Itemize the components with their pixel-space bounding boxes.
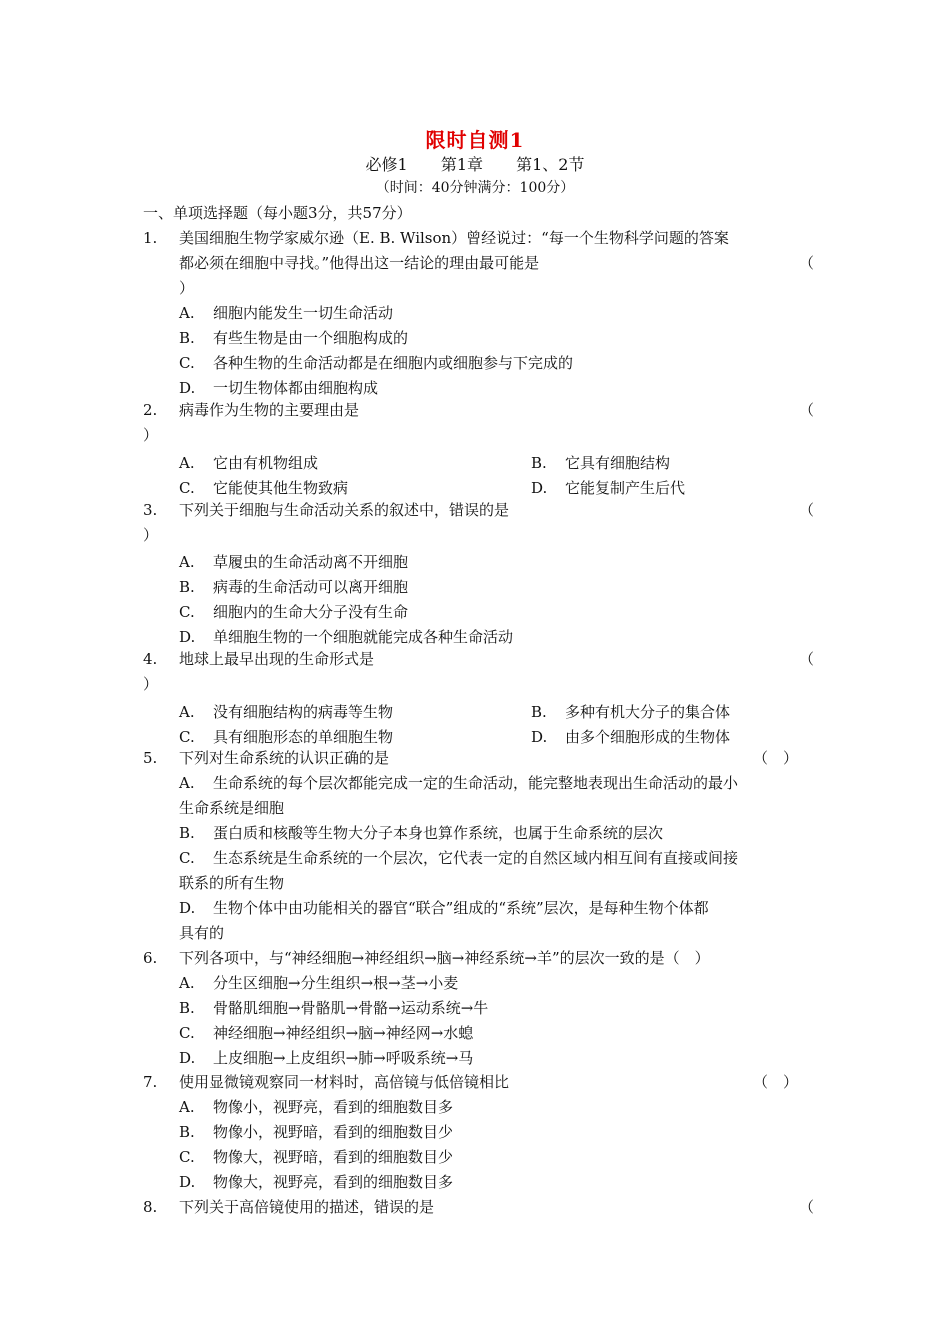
option-a[interactable]: A. 分生区细胞→分生组织→根→茎→小麦 <box>179 974 459 992</box>
option-b[interactable]: B. 多种有机大分子的集合体 <box>531 703 731 721</box>
question-number: 2. <box>143 401 158 419</box>
subtitle-section: 第1、2节 <box>516 155 585 174</box>
option-d[interactable]: D. 单细胞生物的一个细胞就能完成各种生命活动 <box>179 628 514 646</box>
option-d[interactable]: D. 生物个体中由功能相关的器官“联合”组成的“系统”层次，是每种生物个体都 具有的 <box>179 899 709 942</box>
question-stem <box>143 1195 814 1220</box>
stem-text: 下列对生命系统的认识正确的是 <box>179 749 390 767</box>
option-a[interactable]: A. 没有细胞结构的病毒等生物 <box>179 703 394 721</box>
option-c[interactable]: C. 它能使其他生物致病 <box>179 479 349 497</box>
option-c[interactable]: C. 细胞内的生命大分子没有生命 <box>179 603 409 621</box>
question-8 <box>143 1195 814 1220</box>
option-b[interactable]: B. 骨骼肌细胞→骨骼肌→骨骼→运动系统→牛 <box>179 999 489 1017</box>
question-stem <box>143 1070 808 1095</box>
question-2 <box>143 398 814 501</box>
answer-paren-close: ） <box>143 675 159 693</box>
option-b[interactable]: B. 病毒的生命活动可以离开细胞 <box>179 578 409 596</box>
answer-paren: （ ） <box>752 749 798 767</box>
question-number: 3. <box>143 501 158 519</box>
question-7 <box>143 1070 808 1195</box>
options-list <box>179 700 808 750</box>
option-d[interactable]: D. 一切生物体都由细胞构成 <box>179 379 379 397</box>
question-number: 8. <box>143 1198 158 1216</box>
question-stem <box>143 746 808 771</box>
options-list <box>179 971 808 1071</box>
option-c[interactable]: C. 物像大，视野暗，看到的细胞数目少 <box>179 1148 454 1166</box>
stem-text: 都必须在细胞中寻找。”他得出这一结论的理由最可能是 <box>179 254 540 272</box>
option-a[interactable]: A. 细胞内能发生一切生命活动 <box>179 304 394 322</box>
option-a[interactable]: A. 它由有机物组成 <box>179 454 319 472</box>
option-d[interactable]: D. 它能复制产生后代 <box>531 479 686 497</box>
question-number: 4. <box>143 650 158 668</box>
option-b[interactable]: B. 蛋白质和核酸等生物大分子本身也算作系统，也属于生命系统的层次 <box>179 824 664 842</box>
time-score-info: （时间：40分钟满分：100分） <box>375 180 575 196</box>
question-stem <box>143 398 814 448</box>
options-list <box>179 550 808 650</box>
stem-line: 美国细胞生物学家威尔逊（E. B. Wilson）曾经说过：“每一个生物科学问题的答案 <box>179 229 729 247</box>
question-stem <box>179 226 814 301</box>
answer-paren-open: （ <box>798 501 814 519</box>
answer-paren-close: ） <box>143 526 159 544</box>
question-4 <box>143 647 814 750</box>
option-a[interactable]: A. 生命系统的每个层次都能完成一定的生命活动，能完整地表现出生命活动的最小 生命系统是细胞 <box>179 774 739 817</box>
question-stem: 下列各项中，与“神经细胞→神经组织→脑→神经系统→羊”的层次一致的是（ ） <box>179 949 710 967</box>
page-subtitle <box>0 152 950 175</box>
question-5 <box>143 746 808 946</box>
option-a[interactable]: A. 草履虫的生命活动离不开细胞 <box>179 553 409 571</box>
option-c[interactable]: C. 神经细胞→神经组织→脑→神经网→水螅 <box>179 1024 474 1042</box>
question-number: 6. <box>143 949 158 967</box>
answer-paren-open: （ <box>798 401 814 419</box>
option-b[interactable]: B. 有些生物是由一个细胞构成的 <box>179 329 409 347</box>
subtitle-chapter: 第1章 <box>440 155 483 174</box>
stem-text: 使用显微镜观察同一材料时，高倍镜与低倍镜相比 <box>179 1073 510 1091</box>
question-number: 7. <box>143 1073 158 1091</box>
option-b[interactable]: B. 它具有细胞结构 <box>531 454 671 472</box>
question-stem <box>143 498 814 548</box>
page-title: 限时自测1 <box>425 128 525 152</box>
answer-paren-open: （ <box>798 254 814 272</box>
section-heading: 一、单项选择题（每小题3分，共57分） <box>143 204 412 222</box>
option-d[interactable]: D. 上皮细胞→上皮组织→肺→呼吸系统→马 <box>179 1049 474 1067</box>
option-a[interactable]: A. 物像小，视野亮，看到的细胞数目多 <box>179 1098 454 1116</box>
answer-paren-close: ） <box>179 279 195 297</box>
option-c[interactable]: C. 各种生物的生命活动都是在细胞内或细胞参与下完成的 <box>179 354 574 372</box>
stem-text: 病毒作为生物的主要理由是 <box>179 401 360 419</box>
option-d[interactable]: D. 物像大，视野亮，看到的细胞数目多 <box>179 1173 454 1191</box>
option-c[interactable]: C. 生态系统是生命系统的一个层次，它代表一定的自然区域内相互间有直接或间接 联系的所有生物 <box>179 849 739 892</box>
answer-paren-open: （ <box>798 650 814 668</box>
question-number: 5. <box>143 749 158 767</box>
stem-line <box>179 251 814 276</box>
options-list <box>179 451 808 501</box>
answer-paren-close: ） <box>143 426 159 444</box>
answer-paren: （ ） <box>752 1073 798 1091</box>
question-6 <box>143 946 808 1071</box>
question-number: 1. <box>143 229 158 247</box>
stem-text: 下列关于细胞与生命活动关系的叙述中，错误的是 <box>179 501 510 519</box>
question-stem <box>143 647 814 697</box>
question-3 <box>143 498 814 650</box>
option-b[interactable]: B. 物像小，视野暗，看到的细胞数目少 <box>179 1123 454 1141</box>
option-c[interactable]: C. 具有细胞形态的单细胞生物 <box>179 728 394 746</box>
options-list <box>179 301 808 401</box>
stem-text: 下列关于高倍镜使用的描述，错误的是 <box>179 1198 435 1216</box>
subtitle-module: 必修1 <box>365 155 408 174</box>
stem-text: 地球上最早出现的生命形式是 <box>179 650 375 668</box>
question-1 <box>143 226 814 401</box>
options-list <box>179 1095 808 1195</box>
answer-paren-open: （ <box>798 1198 814 1216</box>
options-list <box>179 771 808 946</box>
option-d[interactable]: D. 由多个细胞形成的生物体 <box>531 728 731 746</box>
